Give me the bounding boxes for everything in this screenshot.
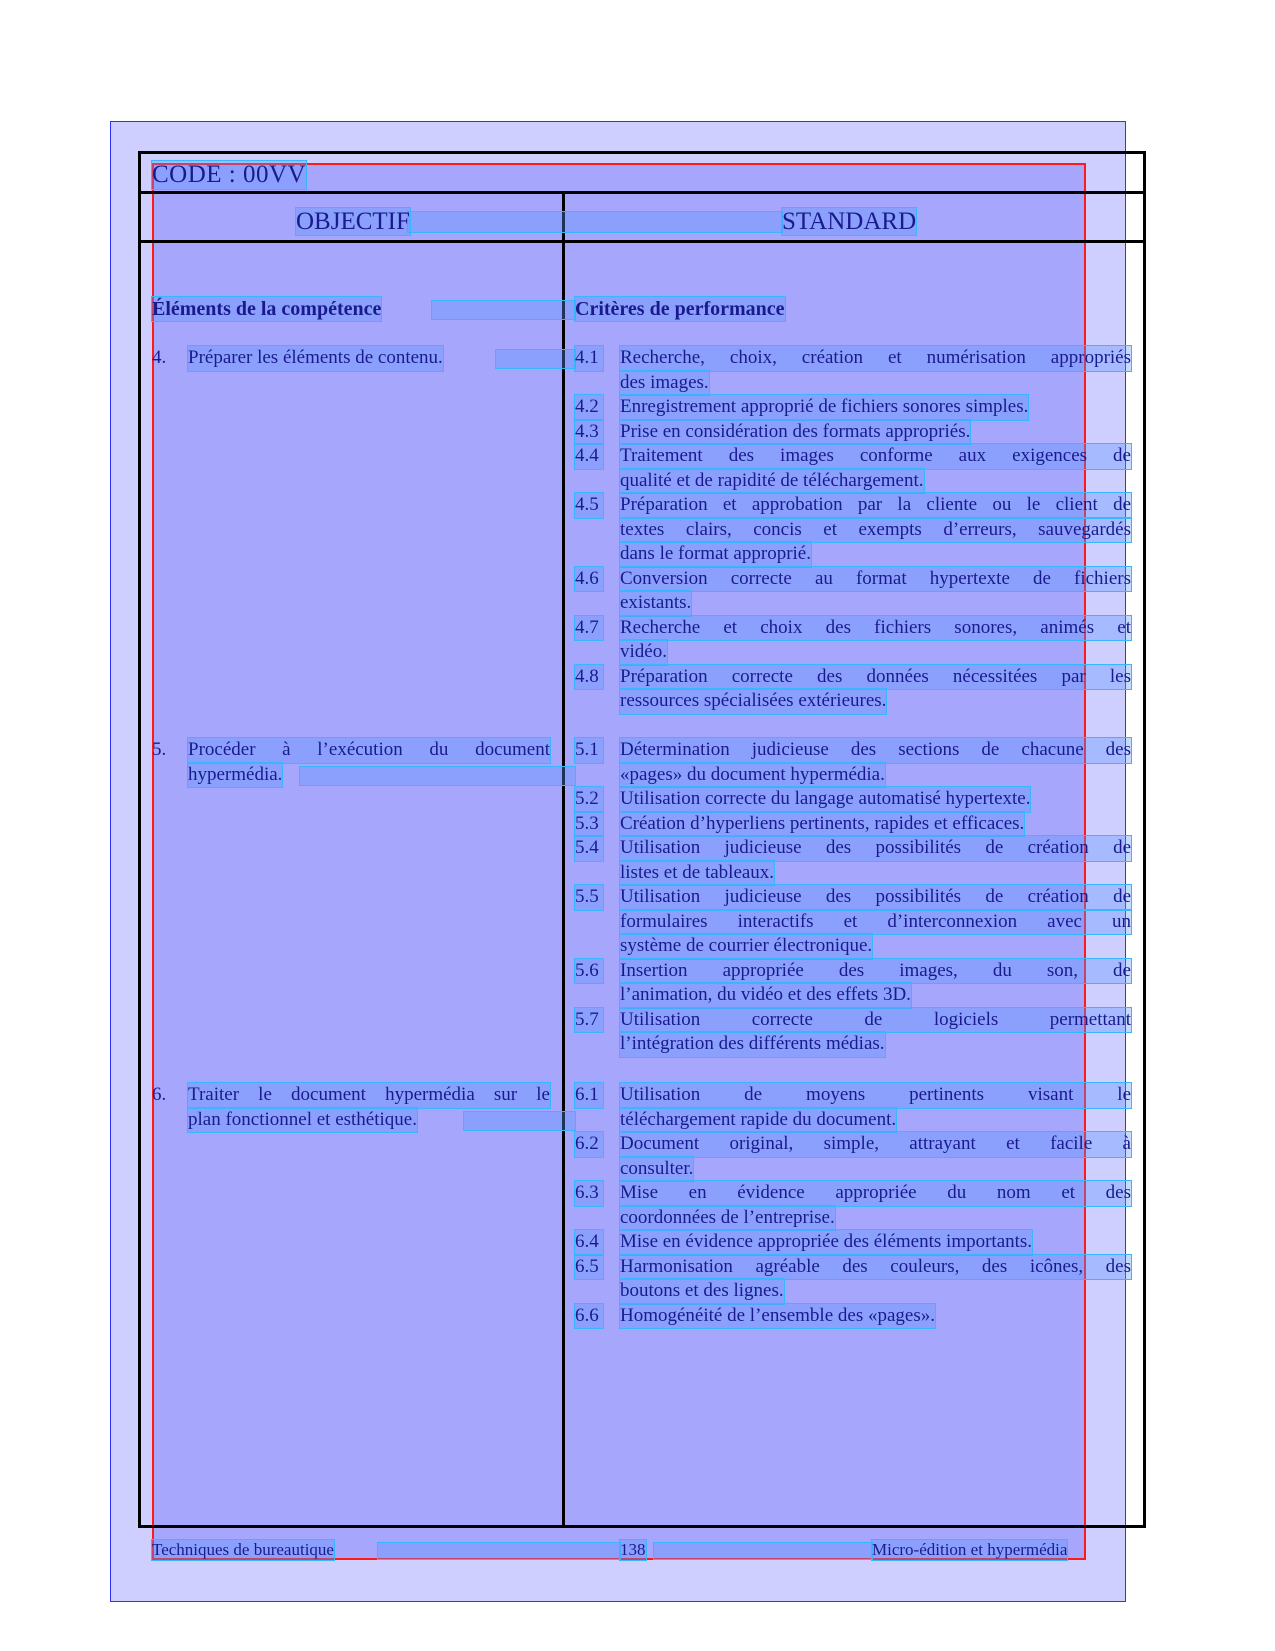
- criterion-text: Harmonisation agréable des couleurs, des icônes, des: [620, 1255, 1131, 1280]
- criterion-number: 5.7: [575, 1008, 603, 1033]
- criterion-number: 4.5: [575, 493, 603, 518]
- criterion-text: vidéo.: [620, 640, 667, 665]
- criterion-text: l’animation, du vidéo et des effets 3D.: [620, 983, 911, 1008]
- elements-title: Éléments de la compétence: [152, 298, 382, 320]
- criterion-text: «pages» du document hypermédia.: [620, 763, 885, 788]
- criterion-text: Détermination judicieuse des sections de chacune des: [620, 738, 1131, 763]
- element-number: 6.: [152, 1084, 167, 1105]
- criterion-text: Mise en évidence appropriée du nom et des: [620, 1181, 1131, 1206]
- criterion-text: boutons et des lignes.: [620, 1279, 784, 1304]
- criterion-text: téléchargement rapide du document.: [620, 1108, 896, 1133]
- criterion-number: 6.4: [575, 1230, 603, 1255]
- criterion-text: Insertion appropriée des images, du son, de: [620, 959, 1131, 984]
- header-divider: [138, 191, 1146, 194]
- standard-heading: STANDARD: [782, 208, 917, 235]
- element-text: Traiter le document hypermédia sur le: [188, 1083, 550, 1108]
- criterion-number: 4.4: [575, 444, 603, 469]
- criterion-text: Recherche, choix, création et numérisation appropriés: [620, 346, 1131, 371]
- criterion-number: 4.2: [575, 395, 603, 420]
- criterion-number: 5.2: [575, 787, 603, 812]
- element-text: hypermédia.: [188, 763, 282, 788]
- objectif-heading: OBJECTIF: [296, 208, 410, 235]
- criterion-number: 4.7: [575, 616, 603, 641]
- criterion-text: coordonnées de l’entreprise.: [620, 1206, 835, 1231]
- criterion-text: Enregistrement approprié de fichiers sonores simples.: [620, 395, 1028, 420]
- element-number: 4.: [152, 347, 167, 368]
- criterion-text: Utilisation judicieuse des possibilités de création de: [620, 836, 1131, 861]
- criterion-text: Homogénéité de l’ensemble des «pages».: [620, 1304, 935, 1329]
- footer-connector: [654, 1543, 872, 1559]
- row-connector: [496, 350, 575, 368]
- element-text: plan fonctionnel et esthétique.: [188, 1108, 417, 1133]
- element-text: Procéder à l’exécution du document: [188, 738, 550, 763]
- row-connector: [464, 1112, 575, 1130]
- section-connector: [432, 301, 575, 319]
- column-header-divider: [138, 240, 1146, 243]
- criterion-text: formulaires interactifs et d’interconnexion avec un: [620, 910, 1131, 935]
- criterion-number: 4.6: [575, 567, 603, 592]
- criterion-text: ressources spécialisées extérieures.: [620, 689, 886, 714]
- criterion-text: listes et de tableaux.: [620, 861, 774, 886]
- criterion-text: qualité et de rapidité de téléchargement.: [620, 469, 924, 494]
- code-label: CODE : 00VV: [152, 161, 307, 188]
- criterion-number: 5.4: [575, 836, 603, 861]
- criterion-text: l’intégration des différents médias.: [620, 1032, 885, 1057]
- criterion-number: 6.6: [575, 1304, 603, 1329]
- criterion-text: Préparation et approbation par la cliente ou le client de: [620, 493, 1131, 518]
- criterion-number: 5.3: [575, 812, 603, 837]
- element-text: Préparer les éléments de contenu.: [188, 346, 443, 371]
- criterion-text: Préparation correcte des données nécessitées par les: [620, 665, 1131, 690]
- criterion-number: 4.8: [575, 665, 603, 690]
- criterion-number: 5.5: [575, 885, 603, 910]
- criterion-number: 6.1: [575, 1083, 603, 1108]
- criterion-text: Mise en évidence appropriée des éléments importants.: [620, 1230, 1032, 1255]
- criterion-text: système de courrier électronique.: [620, 934, 872, 959]
- criterion-text: Création d’hyperliens pertinents, rapides et efficaces.: [620, 812, 1024, 837]
- criterion-text: Document original, simple, attrayant et facile à: [620, 1132, 1131, 1157]
- criterion-number: 6.5: [575, 1255, 603, 1280]
- footer-connector: [378, 1543, 620, 1559]
- row-connector: [300, 767, 575, 785]
- criterion-text: textes clairs, concis et exempts d’erreurs, sauvegardés: [620, 518, 1131, 543]
- criterion-text: Conversion correcte au format hypertexte de fichiers: [620, 567, 1131, 592]
- criterion-text: des images.: [620, 371, 709, 396]
- criteria-title: Critères de performance: [575, 298, 785, 320]
- footer-page-number: 138: [620, 1540, 646, 1559]
- criterion-text: Utilisation judicieuse des possibilités de création de: [620, 885, 1131, 910]
- footer-course: Micro-édition et hypermédia: [872, 1540, 1068, 1559]
- column-divider: [562, 193, 565, 1528]
- criterion-number: 6.3: [575, 1181, 603, 1206]
- header-connector: [408, 212, 782, 232]
- criterion-text: Traitement des images conforme aux exigences de: [620, 444, 1131, 469]
- criterion-text: Utilisation correcte du langage automatisé hypertexte.: [620, 787, 1030, 812]
- criterion-number: 5.1: [575, 738, 603, 763]
- criterion-text: Utilisation correcte de logiciels permettant: [620, 1008, 1131, 1033]
- criterion-text: existants.: [620, 591, 691, 616]
- criterion-text: Prise en considération des formats appropriés.: [620, 420, 970, 445]
- criterion-text: consulter.: [620, 1157, 693, 1182]
- criterion-text: Utilisation de moyens pertinents visant le: [620, 1083, 1131, 1108]
- element-number: 5.: [152, 739, 167, 760]
- criterion-number: 5.6: [575, 959, 603, 984]
- footer-program: Techniques de bureautique: [152, 1540, 334, 1559]
- criterion-number: 4.3: [575, 420, 603, 445]
- criterion-number: 4.1: [575, 346, 603, 371]
- criterion-text: Recherche et choix des fichiers sonores, animés et: [620, 616, 1131, 641]
- criterion-number: 6.2: [575, 1132, 603, 1157]
- criterion-text: dans le format approprié.: [620, 542, 811, 567]
